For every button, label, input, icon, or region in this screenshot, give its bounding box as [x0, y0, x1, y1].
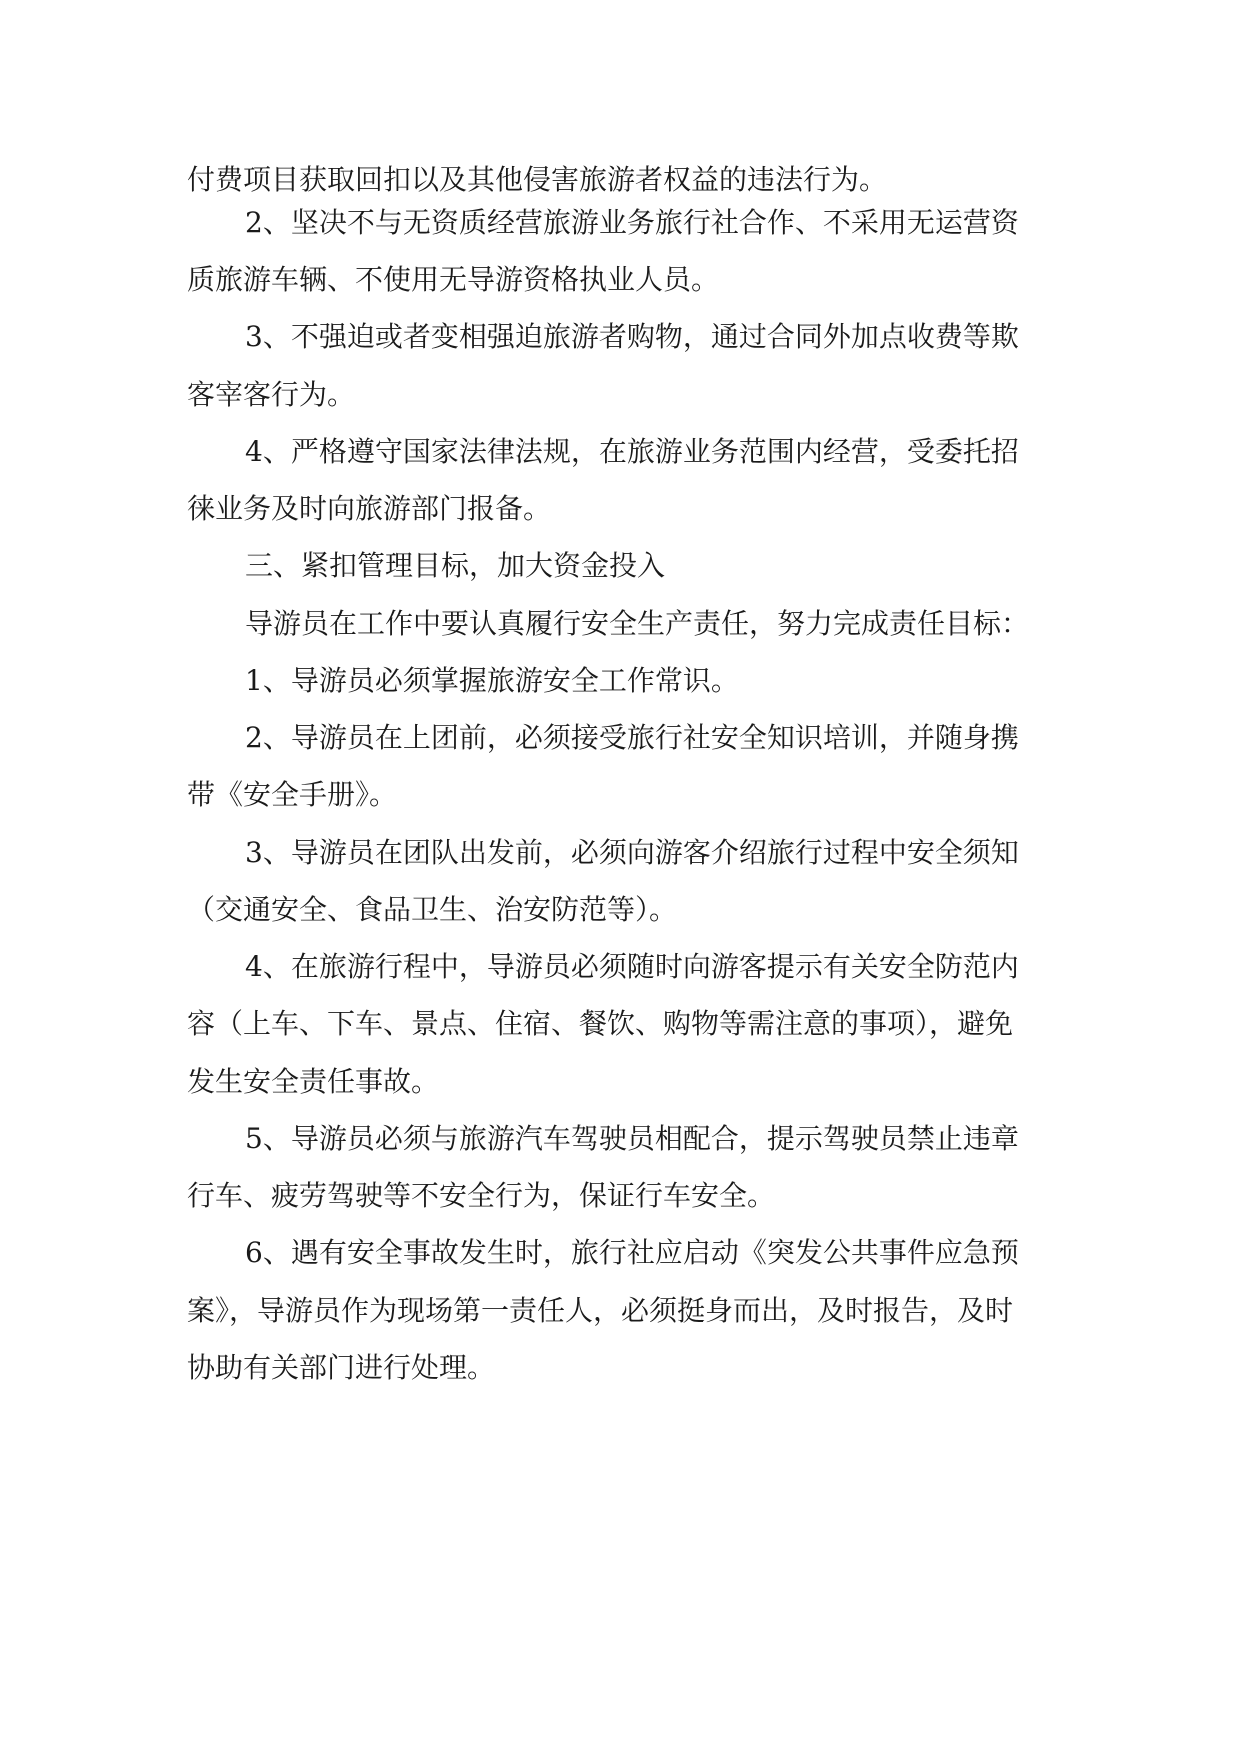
section-heading: 三、紧扣管理目标，加大资金投入 — [245, 549, 666, 582]
text-line: 3、导游员在团队出发前，必须向游客介绍旅行过程中安全须知 — [245, 836, 1019, 869]
text-line: 付费项目获取回扣以及其他侵害旅游者权益的违法行为。 — [187, 163, 888, 196]
text-line: 6、遇有安全事故发生时，旅行社应启动《突发公共事件应急预 — [245, 1236, 1019, 1269]
text-line: 1、导游员必须掌握旅游安全工作常识。 — [245, 664, 739, 697]
text-line: 导游员在工作中要认真履行安全生产责任，努力完成责任目标： — [245, 607, 1030, 640]
text-line: 2、坚决不与无资质经营旅游业务旅行社合作、不采用无运营资 — [245, 206, 1019, 239]
text-line: 质旅游车辆、不使用无导游资格执业人员。 — [187, 263, 720, 296]
text-line: 4、严格遵守国家法律法规，在旅游业务范围内经营，受委托招 — [245, 435, 1019, 468]
text-line: 协助有关部门进行处理。 — [187, 1351, 496, 1384]
text-line: 容（上车、下车、景点、住宿、餐饮、购物等需注意的事项），避免 — [187, 1007, 1014, 1040]
text-line: 4、在旅游行程中，导游员必须随时向游客提示有关安全防范内 — [245, 950, 1019, 983]
text-line: 客宰客行为。 — [187, 378, 356, 411]
text-line: 发生安全责任事故。 — [187, 1065, 440, 1098]
text-line: 带《安全手册》。 — [187, 778, 398, 811]
text-line: （交通安全、食品卫生、治安防范等）。 — [187, 893, 678, 926]
text-line: 案》，导游员作为现场第一责任人，必须挺身而出，及时报告，及时 — [187, 1294, 1014, 1327]
text-line: 2、导游员在上团前，必须接受旅行社安全知识培训，并随身携 — [245, 721, 1019, 754]
text-line: 行车、疲劳驾驶等不安全行为，保证行车安全。 — [187, 1179, 776, 1212]
text-line: 3、不强迫或者变相强迫旅游者购物，通过合同外加点收费等欺 — [245, 320, 1019, 353]
text-line: 徕业务及时向旅游部门报备。 — [187, 492, 552, 525]
text-line: 5、导游员必须与旅游汽车驾驶员相配合，提示驾驶员禁止违章 — [245, 1122, 1019, 1155]
